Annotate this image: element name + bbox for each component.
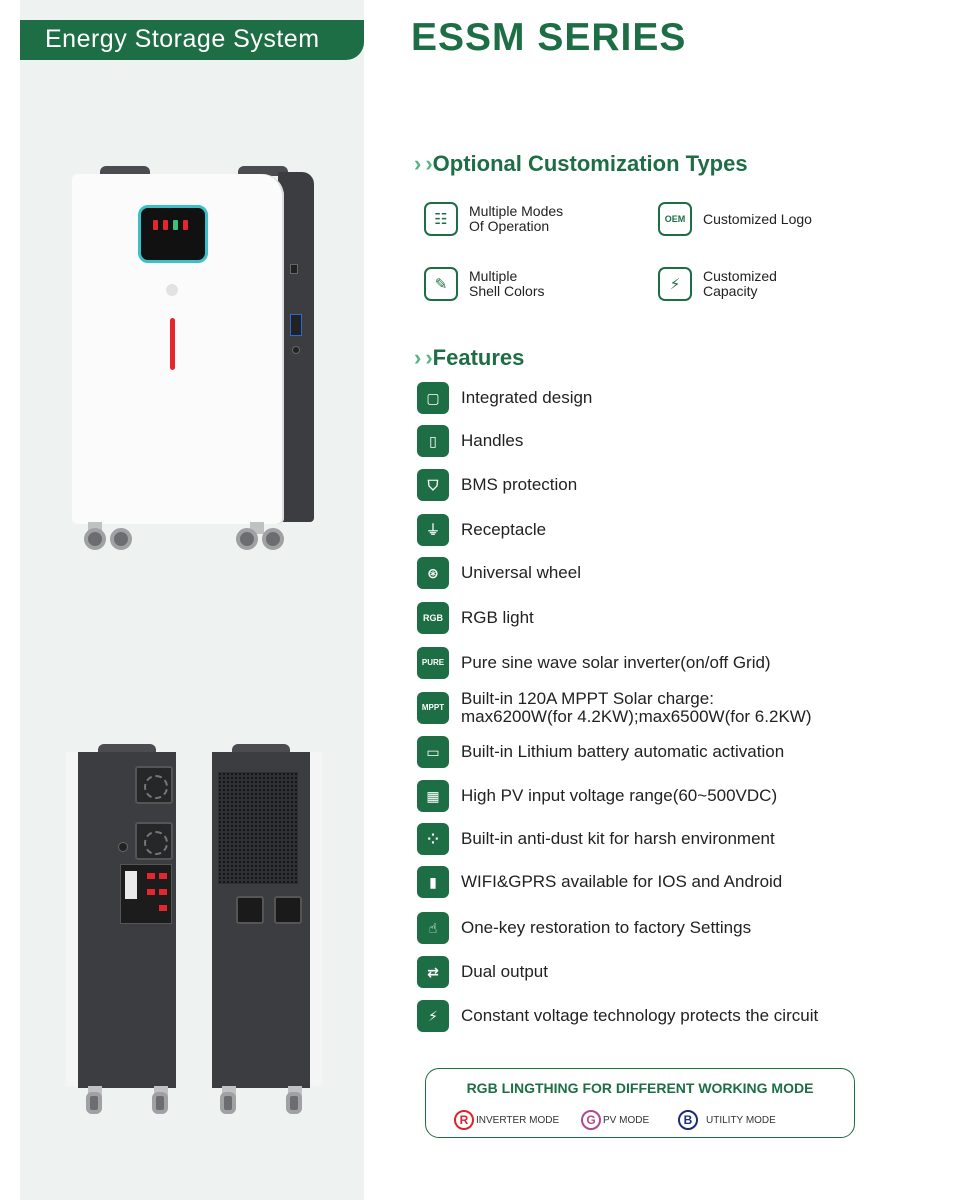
battery-activation-icon: ▭ [417, 736, 449, 768]
rgb-mode-title: RGB LINGTHING FOR DIFFERENT WORKING MODE [466, 1080, 814, 1096]
customization-heading [414, 151, 748, 177]
mode-letter-badge: G [581, 1110, 601, 1130]
feature-label: Handles [461, 431, 524, 450]
power-button [166, 284, 178, 296]
category-tab: Energy Storage System [20, 20, 364, 60]
palette-icon: ✎ [424, 267, 458, 301]
wheel [152, 1092, 168, 1114]
mode-letter-badge: B [678, 1110, 698, 1130]
feature-item [417, 602, 534, 634]
integrated-design-icon: ▢ [417, 382, 449, 414]
lightning-icon: ⚡ [417, 1000, 449, 1032]
feature-item [417, 514, 546, 546]
shield-icon: ⛉ [417, 469, 449, 501]
vent-grille [218, 772, 298, 884]
feature-label: High PV input voltage range(60~500VDC) [461, 786, 778, 805]
mode-letter-badge: R [454, 1110, 474, 1130]
feature-item [417, 690, 811, 726]
features-heading-text: Features [432, 345, 525, 370]
customization-item-logo [658, 202, 812, 236]
wheel-icon: ⊛ [417, 557, 449, 589]
double-chevron-icon: › › [414, 345, 427, 370]
wheel [236, 528, 258, 550]
mppt-icon: MPPT [417, 692, 449, 724]
series-title: ESSM SERIES [411, 16, 687, 59]
feature-label: Built-in anti-dust kit for harsh environment [461, 829, 775, 848]
ac-outlet [274, 896, 302, 924]
customization-label: Customized Logo [703, 210, 812, 227]
dual-output-icon: ⇄ [417, 956, 449, 988]
feature-item [417, 823, 775, 855]
feature-label: Receptacle [461, 520, 547, 539]
circuit-breaker [120, 864, 172, 924]
feature-item [417, 425, 523, 457]
customization-label: Customized Capacity [703, 268, 777, 299]
mode-inverter [454, 1110, 559, 1130]
customization-label: Multiple Shell Colors [469, 268, 545, 299]
phone-icon: ▮ [417, 866, 449, 898]
feature-label: One-key restoration to factory Settings [461, 918, 752, 937]
rgb-light-icon: RGB [417, 602, 449, 634]
mode-label: INVERTER MODE [476, 1114, 560, 1126]
feature-label: BMS protection [461, 475, 578, 494]
ac-outlet [236, 896, 264, 924]
wheel [86, 1092, 102, 1114]
feature-label: RGB light [461, 608, 534, 627]
sliders-icon: ☷ [424, 202, 458, 236]
double-chevron-icon: › › [414, 151, 427, 176]
feature-label: Constant voltage technology protects the circuit [461, 1006, 819, 1025]
customization-heading-text: Optional Customization Types [432, 151, 748, 176]
feature-label: Dual output [461, 962, 548, 981]
solar-panel-icon: ▦ [417, 780, 449, 812]
feature-label: Integrated design [461, 388, 593, 407]
wheel [262, 528, 284, 550]
mode-label: PV MODE [603, 1114, 650, 1126]
feature-item [417, 866, 782, 898]
battery-capacity-icon: ⚡ [658, 267, 692, 301]
feature-label: Built-in 120A MPPT Solar charge: max6200W(for 4.2KW);max6500W(for 6.2KW) [461, 689, 812, 726]
customization-item-capacity [658, 267, 777, 301]
feature-item [417, 647, 771, 679]
rgb-indicator-light [170, 318, 175, 370]
anti-dust-icon: ⁘ [417, 823, 449, 855]
feature-item [417, 780, 777, 812]
wheel [110, 528, 132, 550]
feature-item [417, 1000, 818, 1032]
customization-item-modes [424, 202, 563, 236]
feature-item [417, 469, 577, 501]
receptacle-icon: ⏚ [417, 514, 449, 546]
touch-icon: ☝ [417, 912, 449, 944]
feature-item [417, 736, 784, 768]
lcd-display [138, 205, 208, 263]
handle-icon: ▯ [417, 425, 449, 457]
feature-label: Pure sine wave solar inverter(on/off Grid) [461, 653, 771, 672]
feature-label: Universal wheel [461, 563, 581, 582]
pure-sine-wave-icon: PURE [417, 647, 449, 679]
mode-pv [581, 1110, 649, 1130]
wheel [84, 528, 106, 550]
mode-label: UTILITY MODE [706, 1114, 776, 1126]
rgb-mode-box [425, 1068, 855, 1138]
mode-utility [678, 1110, 776, 1130]
feature-item [417, 557, 581, 589]
wheel [286, 1092, 302, 1114]
customization-label: Multiple Modes Of Operation [469, 203, 564, 234]
feature-item [417, 912, 751, 944]
fan-icon [135, 766, 173, 804]
wheel [220, 1092, 236, 1114]
feature-label: WIFI&GPRS available for IOS and Android [461, 872, 783, 891]
features-heading [414, 345, 524, 371]
feature-item [417, 956, 548, 988]
fan-icon [135, 822, 173, 860]
feature-item [417, 382, 592, 414]
oem-icon: OEM [658, 202, 692, 236]
feature-label: Built-in Lithium battery automatic activation [461, 742, 785, 761]
customization-item-colors [424, 267, 544, 301]
